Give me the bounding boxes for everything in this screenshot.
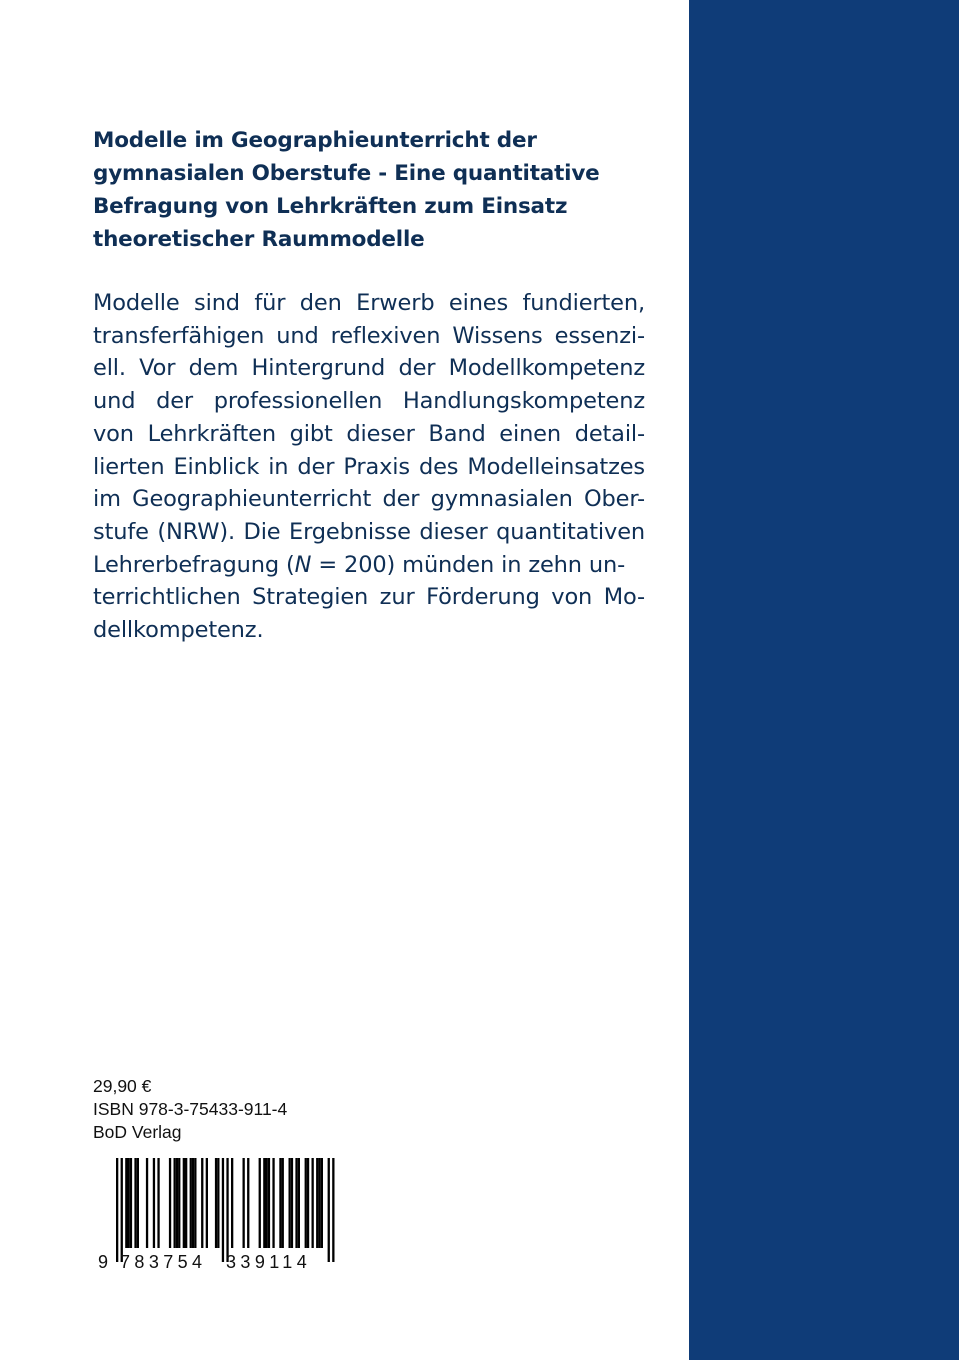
description-fragment: = 200) münden in zehn un- — [311, 551, 626, 578]
barcode-bar — [190, 1158, 192, 1248]
barcode-bar — [125, 1158, 127, 1248]
accent-color-band — [689, 0, 959, 1360]
barcode-bar — [192, 1158, 194, 1248]
barcode-bar — [137, 1158, 139, 1248]
description-line: stufe (NRW). Die Ergebnisse dieser quantitativen — [93, 518, 645, 545]
barcode-bar — [321, 1158, 323, 1248]
description-line: terrichtlichen Strategien zur Förderung von Mo- — [93, 584, 645, 611]
description-line: lierten Einblick in der Praxis des Modelleinsatzes — [93, 453, 645, 480]
barcode-bar — [263, 1158, 265, 1248]
barcode-bar — [266, 1158, 268, 1248]
price: 29,90 € — [93, 1076, 152, 1096]
description-line: transferfähigen und reflexiven Wissens essenzi- — [93, 322, 645, 349]
barcode-bar — [291, 1158, 293, 1248]
description-line: ell. Vor dem Hintergrund der Modellkompetenz — [93, 355, 645, 382]
barcode-bar — [289, 1158, 291, 1248]
barcode-bar — [268, 1158, 270, 1248]
barcode-bar — [332, 1158, 334, 1262]
barcode-right-group: 339114 — [226, 1252, 312, 1272]
description-line: im Geographieunterricht der gymnasialen Ober- — [93, 486, 645, 513]
barcode-bar — [146, 1158, 148, 1248]
barcode-bar — [134, 1158, 136, 1248]
barcode-bar — [153, 1158, 155, 1248]
barcode-bar — [226, 1158, 228, 1262]
barcode-bar — [295, 1158, 297, 1248]
title-line: theoretischer Raummodelle — [93, 227, 425, 252]
barcode-bar — [185, 1158, 187, 1248]
barcode-bar — [222, 1158, 224, 1262]
description-line: Modelle sind für den Erwerb eines fundierten, — [93, 290, 645, 316]
barcode-bar — [206, 1158, 208, 1248]
barcode-number — [98, 1252, 338, 1278]
barcode-bar — [243, 1158, 245, 1248]
barcode-bar — [116, 1158, 118, 1262]
barcode-bar — [128, 1158, 130, 1248]
barcode-left-group: 783754 — [120, 1252, 207, 1272]
barcode-bar — [328, 1158, 330, 1262]
book-metadata — [93, 1075, 287, 1144]
barcode-bar — [130, 1158, 132, 1248]
barcode-bar — [217, 1158, 219, 1248]
barcode-bar — [279, 1158, 281, 1248]
barcode-bar — [174, 1158, 176, 1248]
barcode — [98, 1158, 338, 1278]
barcode-bar — [259, 1158, 261, 1248]
description-line: und der professionellen Handlungskompetenz — [93, 388, 645, 415]
barcode-bar — [298, 1158, 300, 1248]
barcode-bar — [169, 1158, 171, 1248]
book-title — [93, 124, 613, 256]
barcode-bar — [176, 1158, 178, 1248]
barcode-bar — [201, 1158, 203, 1248]
barcode-bar — [247, 1158, 249, 1248]
barcode-bar — [272, 1158, 274, 1248]
barcode-bar — [307, 1158, 309, 1248]
book-description — [93, 287, 645, 647]
barcode-bar — [282, 1158, 284, 1248]
publisher: BoD Verlag — [93, 1122, 182, 1142]
barcode-bar — [312, 1158, 314, 1248]
barcode-bar — [178, 1158, 180, 1248]
sample-size-symbol: N — [294, 551, 312, 578]
description-line — [93, 549, 645, 582]
barcode-bar — [231, 1158, 233, 1248]
barcode-bar — [183, 1158, 185, 1248]
barcode-bar — [121, 1158, 123, 1262]
barcode-bar — [157, 1158, 159, 1248]
barcode-bar — [215, 1158, 217, 1248]
isbn: ISBN 978-3-75433-911-4 — [93, 1099, 288, 1119]
barcode-bar — [318, 1158, 320, 1248]
barcode-bar — [316, 1158, 318, 1248]
barcode-bar — [194, 1158, 196, 1248]
barcode-first-digit: 9 — [98, 1252, 113, 1272]
title-line: gymnasialen Oberstufe - Eine quantitative — [93, 161, 600, 186]
title-line: Befragung von Lehrkräften zum Einsatz — [93, 194, 568, 219]
barcode-bar — [305, 1158, 307, 1248]
description-line: dellkompetenz. — [93, 617, 264, 644]
title-line: Modelle im Geographieunterricht der — [93, 128, 537, 153]
description-line: von Lehrkräften gibt dieser Band einen detail- — [93, 420, 645, 447]
description-fragment: Lehrerbefragung ( — [93, 551, 295, 578]
